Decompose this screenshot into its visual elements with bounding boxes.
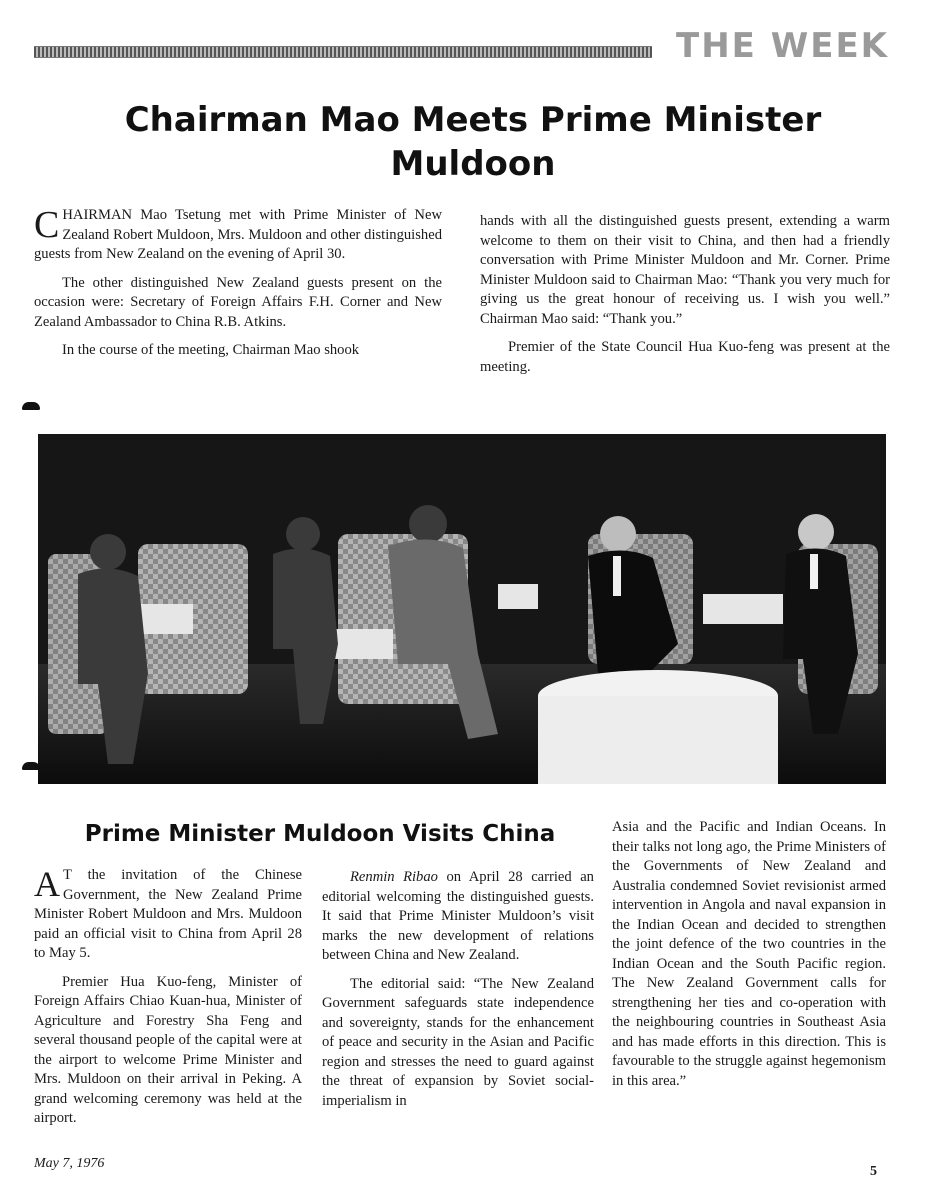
dropcap: A — [34, 864, 60, 904]
subheadline: Prime Minister Muldoon Visits China — [84, 821, 556, 847]
issue-date: May 7, 1976 — [34, 1156, 105, 1171]
header-rule — [34, 46, 652, 58]
publication-name: Renmin Ribao — [350, 869, 438, 885]
article1-right-column — [480, 212, 890, 386]
headline: Chairman Mao Meets Prime Minister Muldoon — [124, 100, 822, 184]
article2-paragraph: Premier Hua Kuo-feng, Minister of Foreign Affairs Chiao Kuan-hua, Minister of Agriculture and Forestry Sha Feng and several thousand people of the capital were at the airport to welcome Prime Minister and Mrs. Muldoon on their arrival in Peking. A grand welcoming ceremony was held at the airport. — [34, 973, 302, 1126]
paragraph-text: T the invitation of the Chinese Government, the New Zealand Prime Minister Robert Muldoon and Mrs. Muldoon paid an official visit to China from April 28 to May 5. — [34, 867, 302, 961]
article1-paragraph: hands with all the distinguished guests present, extending a warm welcome to them on their visit to China, and then had a friendly conversation with Prime Minister Muldoon and Mr. Corner. Prime Minister Muldoon said to Chairman Mao: “Thank you very much for giving us the great honour of receiving us. I wish you well.” Chairman Mao said: “Thank you.” — [480, 213, 890, 327]
article1-paragraph: In the course of the meeting, Chairman Mao shook — [62, 342, 360, 358]
paragraph-text: HAIRMAN Mao Tsetung met with Prime Minister of New Zealand Robert Muldoon, Mrs. Muldoon and other distinguished guests from New Zealand on the evening of April 30. — [34, 207, 442, 262]
article1-paragraph: Premier of the State Council Hua Kuo-feng was present at the meeting. — [480, 339, 890, 375]
article1-paragraph: The other distinguished New Zealand guests present on the occasion were: Secretary of Foreign Affairs F.H. Corner and New Zealand Ambassador to China R.B. Atkins. — [34, 274, 442, 330]
section-label: THE WEEK — [676, 26, 890, 66]
article1-paragraph — [34, 206, 442, 265]
article2-right-column — [612, 818, 886, 1100]
page-number: 5 — [870, 1164, 877, 1179]
margin-mark — [22, 402, 40, 410]
article2-paragraph — [322, 868, 594, 966]
meeting-photo-illustration — [38, 434, 886, 784]
article2-paragraph: Asia and the Pacific and Indian Oceans. In their talks not long ago, the Prime Ministers of the Governments of New Zealand and Australia condemned Soviet revisionist armed intervention in Angola and naval expansion in the Indian Ocean and decided to strengthen the joint defence of the two countries in the Indian Ocean and the South Pacific region. The New Zealand Government calls for strengthening her ties and co-operation with the neighbouring countries in Southeast Asia and has made efforts in this direction. This is favourable to the struggle against hegemonism in this area.” — [612, 819, 886, 1089]
meeting-photo — [38, 434, 886, 784]
dropcap: C — [34, 204, 60, 246]
article2-middle-column — [322, 868, 594, 1120]
article1-left-column — [34, 206, 442, 370]
article2-paragraph — [34, 866, 302, 964]
article2-left-column — [34, 866, 302, 1138]
paragraph-text: on April 28 carried an editorial welcoming the distinguished guests. It said that Prime Minister Muldoon’s visit marks the new development of relations between China and New Zealand. — [322, 869, 594, 963]
article2-paragraph: The editorial said: “The New Zealand Government safeguards state independence and sovereignty, stands for the enhancement of peace and security in the Asian and Pacific region and stresses the need to guard against the threat of expansion by Soviet social-imperialism in — [322, 975, 594, 1109]
